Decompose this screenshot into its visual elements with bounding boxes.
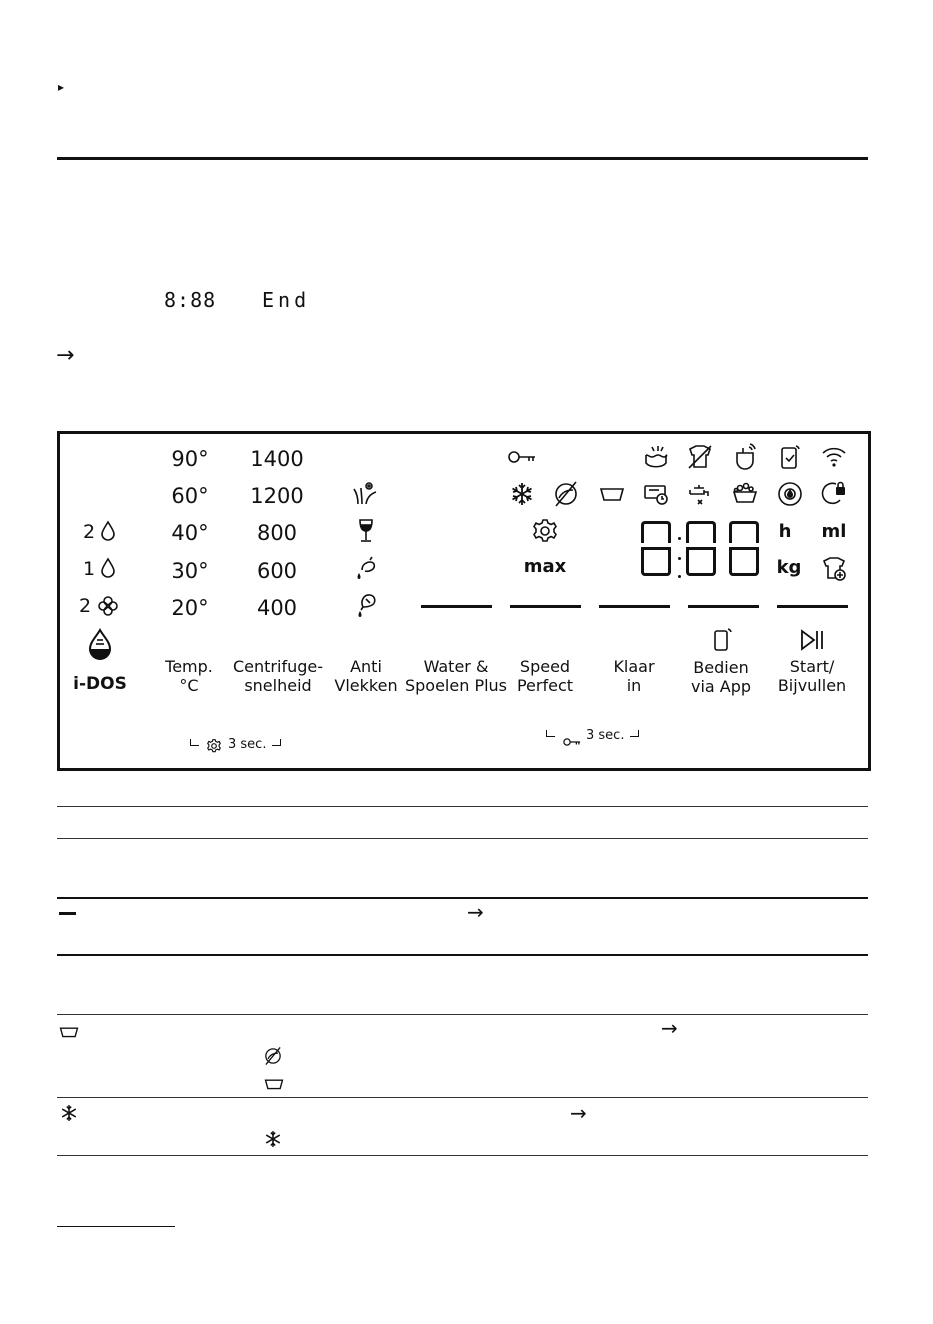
table-rule — [57, 897, 868, 899]
idos-level-2-softener: 2 — [78, 595, 92, 617]
spin-1400: 1400 — [250, 447, 304, 471]
spin-speed-button[interactable] — [233, 657, 323, 695]
settings-hint-text: 3 sec. — [228, 737, 267, 752]
unit-hours: h — [778, 521, 792, 542]
button-indicator-bar — [688, 605, 759, 608]
display-digit — [686, 547, 716, 576]
remote-app-button[interactable] — [691, 658, 751, 696]
spin-speed-button-line2: snelheid — [244, 676, 312, 695]
table-rule — [57, 1155, 868, 1156]
door-lock-icon — [820, 480, 848, 508]
table-rule — [57, 1014, 868, 1015]
settings-gear-icon — [531, 517, 559, 545]
display-colon — [678, 537, 681, 540]
lock-hint — [546, 728, 641, 744]
remote-app-button-line2: via App — [690, 677, 752, 696]
arrow-icon: → — [467, 900, 484, 924]
no-spin-icon — [552, 480, 580, 508]
idos-dispenser-icon — [87, 629, 113, 661]
water-rinse-plus-button-line2: Spoelen Plus — [404, 676, 508, 695]
idos-label: i-DOS — [73, 674, 127, 694]
display-digit — [686, 521, 716, 543]
remote-start-icon — [731, 443, 759, 471]
button-indicator-bar — [421, 605, 492, 608]
no-spin-icon — [263, 1046, 283, 1066]
child-lock-key-icon — [507, 449, 537, 465]
water-rinse-plus-button-line1: Water & — [423, 657, 489, 676]
bracket-left — [546, 730, 555, 737]
table-rule — [57, 954, 868, 956]
drum-spin-icon — [776, 480, 804, 508]
finish-in-button-line2: in — [626, 676, 642, 695]
rinse-hold-icon — [59, 1022, 79, 1042]
footnote-rule — [57, 1226, 175, 1227]
water-tap-icon — [686, 480, 714, 508]
bracket-right — [272, 739, 281, 746]
button-indicator-bar — [777, 605, 848, 608]
less-ironing-icon — [686, 443, 714, 471]
snowflake-icon — [59, 1103, 79, 1123]
bracket-left — [190, 739, 199, 746]
finish-in-button-line1: Klaar — [613, 657, 655, 676]
spin-speed-button-line1: Centrifuge- — [233, 657, 323, 676]
speed-perfect-button-line1: Speed — [519, 657, 571, 676]
dash-symbol — [59, 912, 76, 915]
unit-ml: ml — [821, 521, 847, 542]
spin-600: 600 — [256, 559, 298, 583]
foam-basin-icon — [731, 480, 759, 508]
table-rule — [57, 1097, 868, 1098]
display-colon — [678, 557, 681, 560]
display-digit — [641, 547, 671, 576]
temperature-button-line1: Temp. — [165, 657, 213, 676]
remote-app-button-line1: Bedien — [693, 658, 749, 677]
rinse-hold-icon — [599, 485, 625, 503]
display-digit — [641, 521, 671, 543]
grease-stain-icon — [352, 591, 380, 619]
idos-level-1: 1 — [82, 558, 96, 580]
key-icon — [562, 732, 582, 742]
temp-90: 90° — [171, 447, 209, 471]
bracket-right — [630, 730, 639, 737]
button-indicator-bar — [599, 605, 670, 608]
temp-40: 40° — [171, 521, 209, 545]
max-label: max — [523, 556, 567, 577]
display-example-time: 8:88 — [164, 288, 217, 312]
finish-in-button[interactable] — [613, 657, 654, 695]
table-rule — [57, 806, 868, 807]
grass-stain-icon — [352, 480, 380, 508]
dispenser-timer-icon — [642, 480, 670, 508]
food-stain-icon — [352, 554, 380, 582]
anti-stain-button-line1: Anti — [350, 657, 382, 676]
temp-60: 60° — [171, 484, 209, 508]
rinse-hold-icon — [264, 1074, 284, 1094]
start-reload-button-line2: Bijvullen — [777, 676, 847, 695]
arrow-icon: → — [56, 343, 75, 368]
spin-1200: 1200 — [250, 484, 304, 508]
phone-app-icon — [708, 626, 736, 654]
temp-30: 30° — [171, 559, 209, 583]
temperature-button[interactable] — [165, 657, 213, 695]
gear-icon — [206, 738, 222, 754]
arrow-icon: → — [570, 1101, 587, 1125]
anti-stain-button-line2: Vlekken — [334, 676, 398, 695]
anti-stain-button[interactable] — [334, 657, 397, 695]
start-reload-button[interactable] — [778, 657, 846, 695]
temp-20: 20° — [171, 596, 209, 620]
display-example-end: End — [262, 288, 311, 312]
display-digit — [729, 521, 759, 543]
spin-400: 400 — [256, 596, 298, 620]
table-rule — [57, 838, 868, 839]
speed-perfect-button-line2: Perfect — [516, 676, 574, 695]
start-reload-button-line1: Start/ — [789, 657, 835, 676]
section-divider — [57, 157, 868, 160]
drum-clean-icon — [642, 443, 670, 471]
snowflake-icon — [263, 1129, 283, 1149]
drop-icon — [100, 558, 116, 578]
play-pause-icon — [798, 626, 826, 654]
display-colon — [678, 575, 681, 578]
bullet-marker: ▸ — [58, 80, 65, 94]
temperature-button-line2: °C — [179, 676, 199, 695]
no-spin-snowflake-icon — [508, 480, 536, 508]
unit-kg: kg — [776, 557, 802, 578]
water-rinse-plus-button[interactable] — [405, 657, 507, 695]
spin-800: 800 — [256, 521, 298, 545]
add-laundry-icon — [820, 554, 848, 582]
arrow-icon: → — [661, 1016, 678, 1040]
display-digit — [729, 547, 759, 576]
phone-connect-icon — [776, 443, 804, 471]
flower-softener-icon — [97, 595, 119, 617]
drop-icon — [100, 521, 116, 541]
lock-hint-text: 3 sec. — [586, 728, 625, 743]
button-indicator-bar — [510, 605, 581, 608]
settings-hint — [190, 737, 285, 753]
idos-level-2: 2 — [82, 521, 96, 543]
wifi-icon — [820, 443, 848, 471]
wine-stain-icon — [352, 517, 380, 545]
speed-perfect-button[interactable] — [517, 657, 573, 695]
